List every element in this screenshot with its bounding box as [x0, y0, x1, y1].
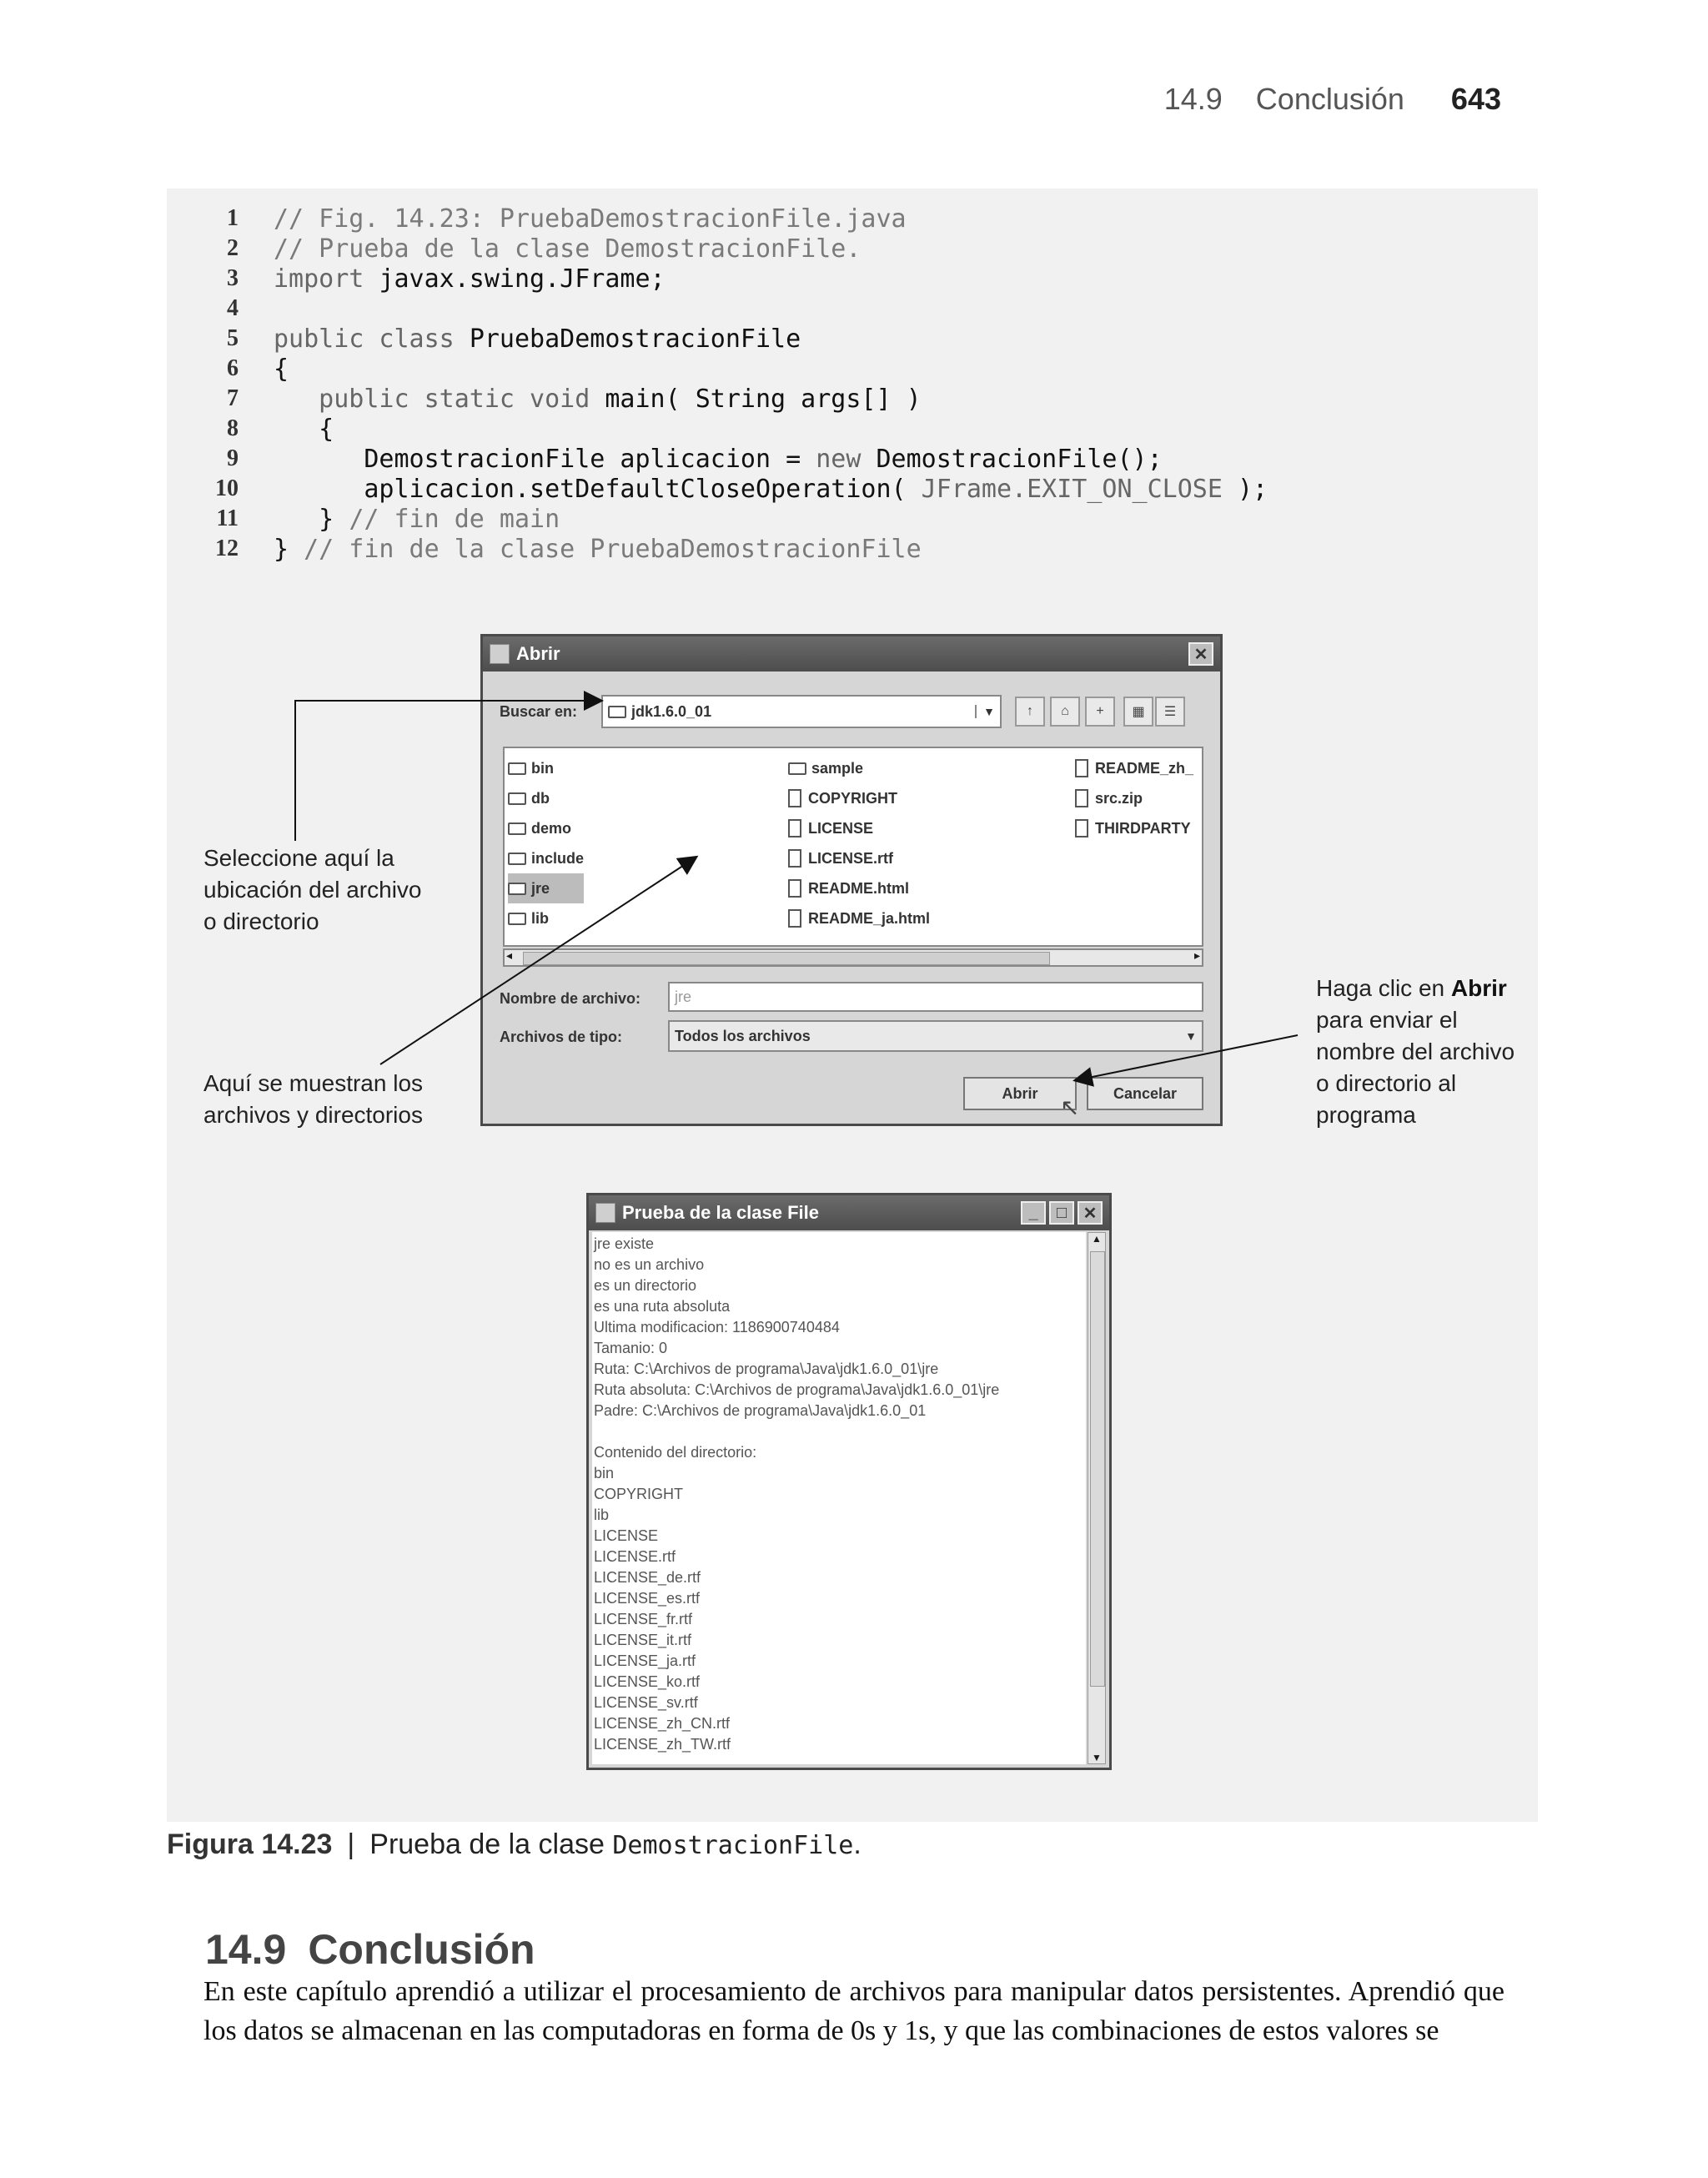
caption-separator: |: [347, 1828, 355, 1860]
line-number: 6: [227, 355, 239, 381]
output-line: LICENSE_zh_CN.rtf: [594, 1715, 731, 1732]
output-line: LICENSE: [594, 1527, 659, 1544]
file-name: db: [531, 789, 550, 807]
file-name: README_ja.html: [808, 909, 931, 927]
result-window-title: Prueba de la clase File: [622, 1202, 820, 1223]
output-line: LICENSE_ko.rtf: [594, 1673, 701, 1690]
code-token: public class: [274, 324, 470, 354]
line-number: 12: [215, 536, 239, 561]
arrow-to-open-button: [1076, 1035, 1298, 1080]
code-token: DemostracionFile();: [876, 444, 1163, 474]
close-icon[interactable]: ✕: [1078, 1201, 1103, 1225]
list-view-icon[interactable]: ▦: [1123, 697, 1153, 727]
figure-box: [167, 189, 1538, 1822]
output-line: COPYRIGHT: [594, 1486, 684, 1502]
code-token: );: [1222, 474, 1268, 504]
running-header-section: 14.9: [1163, 82, 1223, 116]
mouse-cursor-icon: ↖: [1060, 1094, 1080, 1120]
look-in-label: Buscar en:: [500, 703, 578, 720]
code-token: DemostracionFile aplicacion =: [274, 444, 816, 474]
line-number: 2: [227, 235, 239, 261]
line-number: 11: [216, 506, 239, 531]
output-line: LICENSE_ja.rtf: [594, 1652, 696, 1669]
scroll-down-icon[interactable]: ▼: [1092, 1752, 1102, 1763]
filename-label: Nombre de archivo:: [500, 990, 641, 1007]
annotation-line: programa: [1316, 1102, 1416, 1128]
scroll-up-icon[interactable]: ▲: [1092, 1233, 1102, 1245]
cancel-button[interactable]: Cancelar: [1087, 1077, 1203, 1110]
line-number: 8: [227, 415, 239, 441]
output-line: Ruta: C:\Archivos de programa\Java\jdk1.6.0_01\jre: [594, 1361, 939, 1377]
caption-end: .: [853, 1828, 862, 1860]
running-header-title: Conclusión: [1255, 82, 1404, 116]
section-heading: [205, 1925, 535, 1974]
annotation-line: ubicación del archivo: [203, 877, 422, 903]
figure-caption: [167, 1828, 862, 1861]
line-number: 10: [215, 475, 239, 501]
file-name: include: [531, 849, 585, 867]
callout-arrows: [167, 189, 1538, 1822]
output-line: LICENSE_sv.rtf: [594, 1694, 698, 1711]
filetype-value: Todos los archivos: [675, 1027, 811, 1044]
annotation-bold: Abrir: [1450, 975, 1507, 1001]
annotation-line: archivos y directorios: [203, 1102, 423, 1128]
code-token: aplicacion.setDefaultCloseOperation(: [274, 474, 922, 504]
annotation-line: Seleccione aquí la: [203, 845, 394, 871]
file-name: COPYRIGHT: [808, 789, 898, 807]
home-icon[interactable]: ⌂: [1050, 697, 1080, 727]
annotation-line: nombre del archivo: [1316, 1039, 1515, 1064]
output-line: LICENSE_es.rtf: [594, 1590, 701, 1607]
output-line: Tamanio: 0: [594, 1340, 668, 1356]
close-icon[interactable]: ✕: [1188, 642, 1213, 666]
output-line: bin: [594, 1465, 615, 1481]
file-name: jre: [531, 879, 550, 897]
chevron-down-icon[interactable]: ▼: [1185, 1029, 1197, 1043]
look-in-value: jdk1.6.0_01: [631, 702, 712, 720]
code-token: {: [274, 414, 334, 444]
up-one-level-icon[interactable]: ↑: [1015, 697, 1045, 727]
code-token: main( String args[] ): [605, 384, 922, 414]
output-line: es un directorio: [594, 1277, 697, 1294]
file-name: LICENSE.rtf: [808, 849, 894, 867]
line-number: 5: [227, 325, 239, 351]
file-name: demo: [531, 819, 572, 837]
output-line: Contenido del directorio:: [594, 1444, 757, 1461]
body-paragraph: En este capítulo aprendió a utilizar el procesamiento de archivos para manipular datos persistentes. Aprendió que los datos se almacenan en las computadoras en forma de 0s y 1s, y que las combinaciones de estos valores se: [203, 1976, 1505, 2046]
details-view-icon[interactable]: ☰: [1155, 697, 1185, 727]
output-line: LICENSE_de.rtf: [594, 1569, 701, 1586]
code-comment: // Fig. 14.23: PruebaDemostracionFile.java: [274, 204, 907, 234]
annotation-line: para enviar el: [1316, 1007, 1458, 1033]
code-token: public static void: [274, 384, 605, 414]
code-comment: // fin de main: [349, 504, 560, 534]
code-token: {: [274, 354, 289, 384]
line-number: 4: [227, 295, 239, 321]
code-token: PruebaDemostracionFile: [469, 324, 801, 354]
page-number: 643: [1450, 82, 1501, 116]
output-line: LICENSE_zh_TW.rtf: [594, 1736, 731, 1753]
figure-label: Figura 14.23: [167, 1828, 333, 1860]
output-line: LICENSE_it.rtf: [594, 1632, 692, 1648]
code-token: }: [274, 504, 349, 534]
code-comment: // fin de la clase PruebaDemostracionFile: [304, 534, 922, 564]
code-token: javax.swing.JFrame;: [379, 264, 666, 294]
minimize-icon[interactable]: _: [1021, 1201, 1046, 1225]
new-folder-icon[interactable]: +: [1085, 697, 1115, 727]
file-name: README.html: [808, 879, 909, 897]
file-name: README_zh_: [1095, 759, 1194, 777]
annotation-line: Haga clic en: [1316, 975, 1451, 1001]
output-line: Ultima modificacion: 1186900740484: [594, 1319, 840, 1335]
code-token: }: [274, 534, 304, 564]
code-token: JFrame.EXIT_ON_CLOSE: [921, 474, 1223, 504]
output-line: lib: [594, 1506, 610, 1523]
code-token: new: [816, 444, 877, 474]
arrow-to-file-list: [380, 858, 696, 1064]
file-name: lib: [531, 909, 549, 927]
filename-value: jre: [675, 988, 692, 1005]
section-title: Conclusión: [308, 1926, 535, 1973]
file-name: sample: [811, 759, 864, 777]
file-name: LICENSE: [808, 819, 874, 837]
line-number: 9: [227, 445, 239, 471]
running-header: [1164, 82, 1501, 117]
line-number: 1: [227, 205, 239, 231]
section-number: 14.9: [205, 1926, 287, 1973]
code-token: import: [274, 264, 379, 294]
annotation-line: o directorio al: [1316, 1070, 1457, 1096]
open-dialog-title: Abrir: [516, 643, 560, 664]
chevron-down-icon[interactable]: ▼: [975, 705, 995, 718]
annotation-line: Aquí se muestran los: [203, 1070, 424, 1096]
open-button[interactable]: Abrir: [963, 1077, 1077, 1110]
output-line: jre existe: [594, 1235, 655, 1252]
code-comment: // Prueba de la clase DemostracionFile.: [274, 234, 862, 264]
arrow-to-look-in: [295, 701, 600, 841]
output-line: no es un archivo: [594, 1256, 705, 1273]
file-name: src.zip: [1095, 789, 1143, 807]
output-line: LICENSE_fr.rtf: [594, 1611, 693, 1627]
line-number: 7: [227, 385, 239, 411]
line-number: 3: [227, 265, 239, 291]
caption-code: DemostracionFile: [612, 1831, 854, 1860]
output-line: Ruta absoluta: C:\Archivos de programa\Java\jdk1.6.0_01\jre: [594, 1381, 1000, 1398]
output-line: Padre: C:\Archivos de programa\Java\jdk1.6.0_01: [594, 1402, 927, 1419]
output-line: LICENSE.rtf: [594, 1548, 676, 1565]
caption-text: Prueba de la clase: [369, 1828, 613, 1860]
scroll-right-icon[interactable]: ▸: [1193, 948, 1200, 962]
file-name: bin: [531, 759, 554, 777]
scroll-left-icon[interactable]: ◂: [506, 948, 513, 962]
filetype-label: Archivos de tipo:: [500, 1029, 623, 1045]
annotation-line: o directorio: [203, 908, 319, 934]
file-name: THIRDPARTY: [1095, 819, 1191, 837]
output-line: es una ruta absoluta: [594, 1298, 731, 1315]
maximize-icon[interactable]: □: [1049, 1201, 1074, 1225]
